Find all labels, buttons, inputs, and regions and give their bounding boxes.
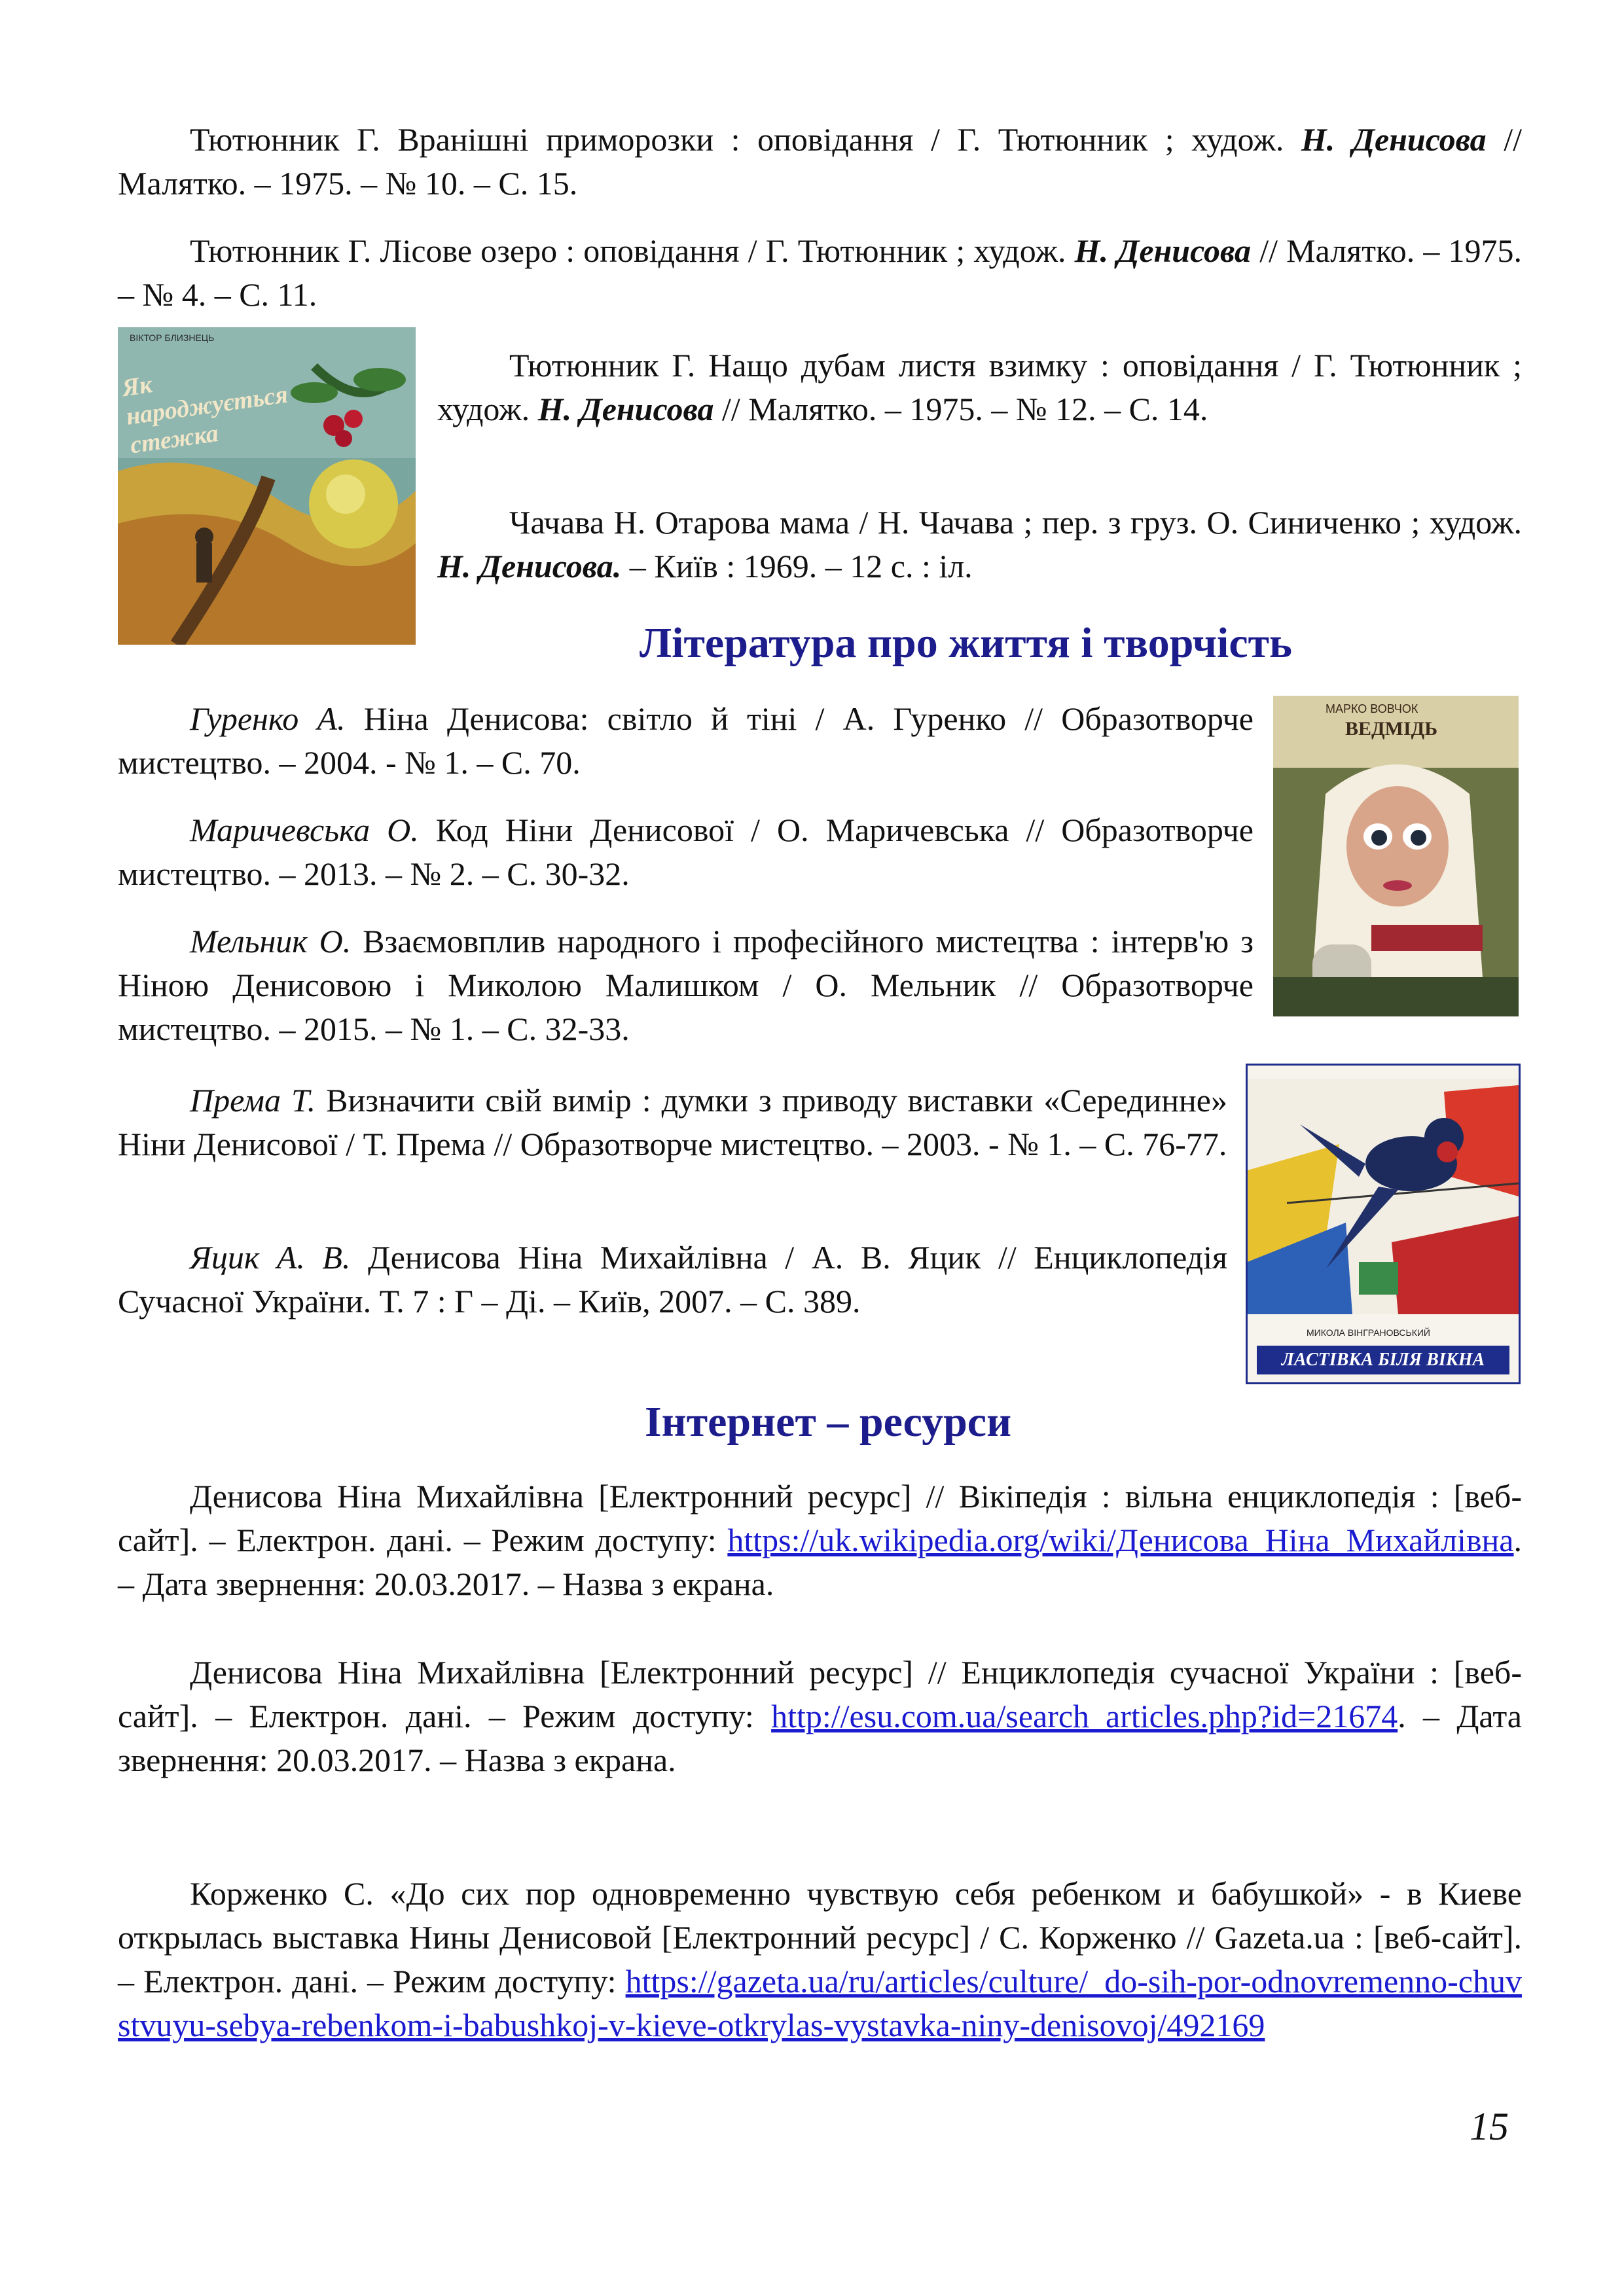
artist-name: Н. Денисова (1301, 121, 1487, 158)
cover-title: Як народжується стежка (120, 370, 290, 459)
artist-name: Н. Денисова (537, 391, 714, 427)
internet-entry-3: Корженко С. «До сих пор одновременно чувствую себя ребенком и бабушкой» - в Киеве открылась выставка Нины Денисовой [Електронний ресурс] / С. Корженко // Gazeta.ua : [веб-сайт]. – Електрон. дані. – Режим доступу: https://gazeta.ua/ru/articles/culture/_do-sih-por-odnovremenno-chuvstvuyu-sebya-rebenkom-i-babushkoj-v-kieve-otkrylas-vystavka-niny-denisovoj/492169 (118, 1875, 1522, 2043)
book-cover-image-1 (118, 327, 416, 645)
author-name: Гуренко А. (190, 700, 346, 737)
book-cover-image-3 (1246, 1064, 1521, 1384)
wikipedia-link[interactable]: https://uk.wikipedia.org/wiki/Денисова_Ніна_Михайлівна (727, 1522, 1514, 1558)
cover-author: МАРКО ВОВЧОК (1326, 702, 1418, 715)
page-number: 15 (1470, 2105, 1509, 2148)
internet-entry-2: Денисова Ніна Михайлівна [Електронний ресурс] // Енциклопедія сучасної України : [веб-сайт]. – Електрон. дані. – Режим доступу: http://esu.com.ua/search_articles.php?id=21674. – Дата звернення: 20.03.2017. – Назва з екрана. (118, 1654, 1522, 1778)
artist-name: Н. Денисова (1074, 232, 1252, 269)
cover-title: ЛАСТІВКА БІЛЯ ВІКНА (1257, 1346, 1509, 1374)
illustrated-entry-3: Тютюнник Г. Нащо дубам листя взимку : оповідання / Г. Тютюнник ; худож. Н. Денисова // Малятко. – 1975. – № 12. – С. 14. (437, 347, 1522, 427)
author-name: Мельник О. (190, 923, 352, 960)
internet-entry-1: Денисова Ніна Михайлівна [Електронний ресурс] // Вікіпедія : вільна енциклопедія : [веб-сайт]. – Електрон. дані. – Режим доступу: https://uk.wikipedia.org/wiki/Денисова_Ніна_Михайлівна. – Дата звернення: 20.03.2017. – Назва з екрана. (118, 1478, 1522, 1602)
literature-entry-3: Мельник О. Взаємовплив народного і професійного мистецтва : інтерв'ю з Ніною Денисовою і Миколою Малишком / О. Мельник // Образотворче мистецтво. – 2015. – № 1. – С. 32-33. (118, 923, 1254, 1047)
esu-link[interactable]: http://esu.com.ua/search_articles.php?id=21674 (771, 1698, 1398, 1734)
cover-author: МИКОЛА ВІНГРАНОВСЬКИЙ (1307, 1327, 1430, 1338)
illustrated-entry-1: Тютюнник Г. Вранішні приморозки : оповідання / Г. Тютюнник ; худож. Н. Денисова // Малятко. – 1975. – № 10. – С. 15. (118, 121, 1522, 202)
literature-entry-1: Гуренко А. Ніна Денисова: світло й тіні / А. Гуренко // Образотворче мистецтво. – 2004. - № 1. – С. 70. (118, 700, 1254, 781)
author-name: Према Т. (190, 1082, 316, 1119)
author-name: Яцик А. В. (190, 1239, 351, 1276)
section-heading-literature: Література про життя і творчість (640, 619, 1292, 667)
cover-illustration (1273, 696, 1519, 1016)
literature-entry-2: Маричевська О. Код Ніни Денисової / О. Маричевська // Образотворче мистецтво. – 2013. – № 2. – С. 30-32. (118, 812, 1254, 892)
illustrated-entry-4: Чачава Н. Отарова мама / Н. Чачава ; пер. з груз. О. Синиченко ; худож. Н. Денисова. – Київ : 1969. – 12 с. : іл. (437, 504, 1522, 584)
literature-entry-5: Яцик А. В. Денисова Ніна Михайлівна / А. В. Яцик // Енциклопедія Сучасної України. Т. 7 : Г – Ді. – Київ, 2007. – С. 389. (118, 1239, 1227, 1319)
illustrated-entry-2: Тютюнник Г. Лісове озеро : оповідання / Г. Тютюнник ; худож. Н. Денисова // Малятко. – 1975. – № 4. – С. 11. (118, 232, 1522, 313)
section-heading-internet: Інтернет – ресурси (645, 1398, 1012, 1446)
cover-title: ВЕДМІДЬ (1345, 718, 1438, 740)
author-name: Маричевська О. (190, 812, 419, 848)
literature-entry-4: Према Т. Визначити свій вимір : думки з приводу виставки «Серединне» Ніни Денисової / Т. Према // Образотворче мистецтво. – 2003. - № 1. – С. 76-77. (118, 1082, 1227, 1162)
cover-author: ВІКТОР БЛИЗНЕЦЬ (130, 332, 215, 343)
book-cover-image-2 (1273, 696, 1519, 1016)
artist-name: Н. Денисова. (437, 548, 622, 584)
gazeta-link[interactable]: https://gazeta.ua/ru/articles/culture/_do-sih-por-odnovremenno-chuvstvuyu-sebya-rebenkom-i-babushkoj-v-kieve-otkrylas-vystavka-niny-denisovoj/492169 (118, 1963, 1522, 2043)
